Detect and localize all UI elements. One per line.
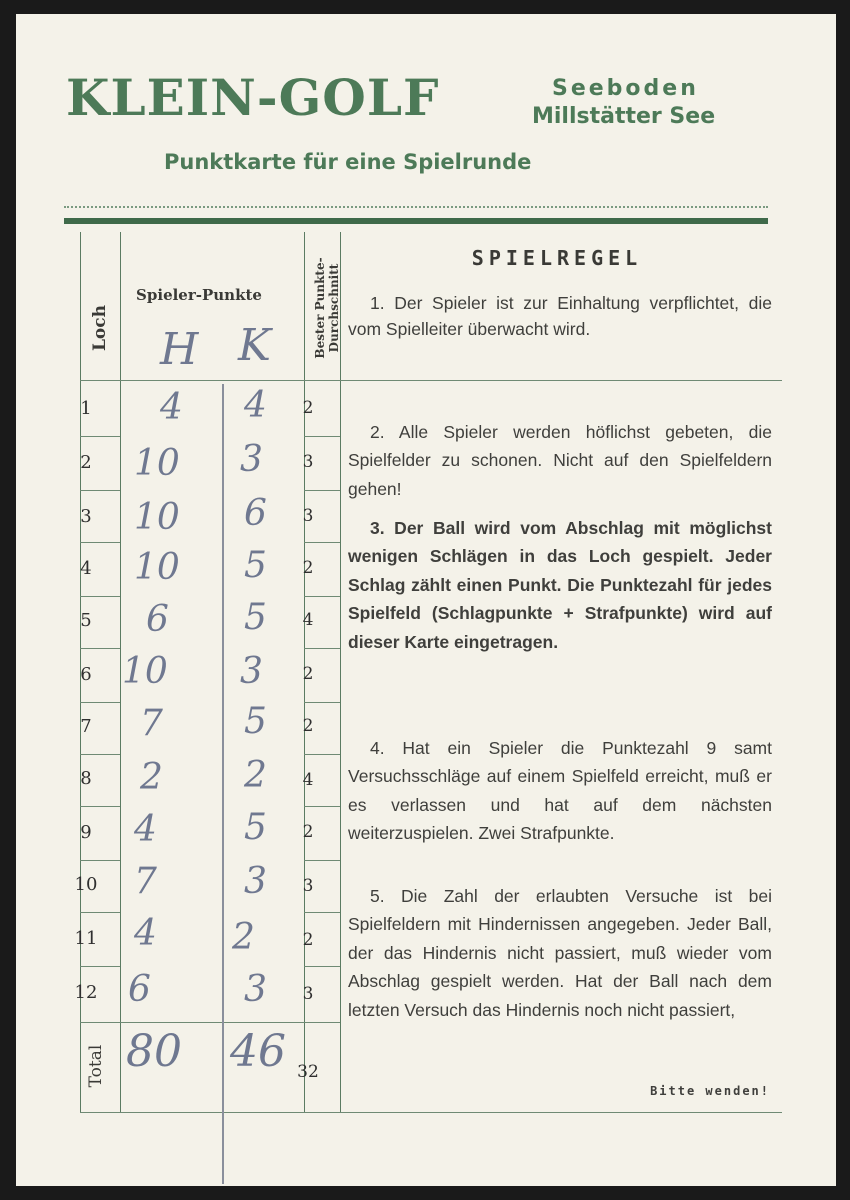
player1-score: 10 [122,651,168,692]
best-score: 2 [302,716,314,736]
best-score: 4 [302,770,314,790]
rule-2: 2. Alle Spieler werden höflichst gebeten, die Spielfelder zu schonen. Nicht auf den Spielfeldern gehen! [348,422,772,499]
row-line [80,542,120,543]
best-score: 3 [302,452,314,472]
player1-score: 2 [140,757,163,798]
player2-score: 4 [244,385,267,426]
total-separator [80,1022,340,1023]
hole-number: 7 [80,716,92,737]
best-score: 2 [302,558,314,578]
card-subtitle: Punktkarte für eine Spielrunde [164,150,532,174]
best-score: 3 [302,506,314,526]
hole-number: 12 [74,982,98,1003]
header-bottom-line [80,380,782,381]
hole-number: 1 [80,398,92,419]
card-title: KLEIN-GOLF [66,68,440,127]
dotted-divider [64,206,768,208]
column-divider-loch [120,232,121,1112]
hole-number: 11 [74,928,98,949]
hole-number: 4 [80,558,92,579]
pen-column-line [222,384,224,1184]
best-score: 4 [302,610,314,630]
hole-number: 3 [80,506,92,527]
player2-score: 3 [240,439,263,480]
player1-score: 10 [134,497,180,538]
best-total: 32 [297,1062,319,1082]
row-line [80,648,120,649]
green-rule [64,218,768,224]
best-score: 2 [302,664,314,684]
player2-total: 46 [230,1026,286,1077]
player1-score: 7 [140,703,163,744]
player2-score: 2 [244,755,267,796]
player2-score: 5 [244,807,267,848]
row-line [304,702,340,703]
row-line [304,806,340,807]
player1-score: 4 [160,387,183,428]
player1-total: 80 [126,1026,182,1077]
row-line [80,966,120,967]
player1-score: 4 [134,913,157,954]
player1-score: 10 [134,547,180,588]
player2-score: 2 [232,917,255,958]
row-line [304,596,340,597]
rule-5: 5. Die Zahl der erlaubten Versuche ist bei Spielfeldern mit Hindernissen angegeben. Jeder Ball, der das Hindernis nicht passiert, muß wieder vom Abschlag gespielt werden. Hat der Ball nach dem letzten Versuch das Hindernis noch nicht passiert, [348,886,772,1020]
best-score: 3 [302,984,314,1004]
player-initial-1: H [160,324,199,375]
row-line [80,702,120,703]
row-line [304,912,340,913]
total-label: Total [86,1044,106,1088]
rules-title: SPIELREGEL [471,246,643,270]
hole-number: 2 [80,452,92,473]
best-header-line1: Bester Punkte- [313,257,327,359]
hole-number: 10 [74,874,98,895]
player1-score: 10 [134,443,180,484]
best-score: 2 [302,822,314,842]
table-bottom-line [80,1112,782,1113]
rule-1: 1. Der Spieler ist zur Einhaltung verpflichtet, die vom Spielleiter überwacht wird. [348,293,772,339]
hole-number: 5 [80,610,92,631]
please-turn-note: Bitte wenden! [650,1084,770,1098]
loch-header: Loch [90,305,110,352]
row-line [304,648,340,649]
row-line [80,490,120,491]
player1-score: 6 [146,599,169,640]
hole-number: 6 [80,664,92,685]
row-line [304,860,340,861]
best-score: 2 [302,930,314,950]
row-line [304,436,340,437]
best-score: 3 [302,876,314,896]
row-line [80,754,120,755]
place-name: Seeboden [552,76,699,101]
player2-score: 5 [244,701,267,742]
row-line [304,490,340,491]
player-initial-2: K [238,320,271,371]
best-header-line2: Durchschnitt [327,263,341,353]
player2-score: 3 [244,861,267,902]
player1-score: 6 [128,969,151,1010]
player1-score: 7 [134,861,157,902]
row-line [304,966,340,967]
rule-3: 3. Der Ball wird vom Abschlag mit möglichst wenigen Schlägen in das Loch gespielt. Jeder Schlag zählt einen Punkt. Die Punktezahl für jedes Spielfeld (Schlagpunkte + Strafpunkte) wird auf dieser Karte eingetragen. [348,518,772,652]
hole-number: 9 [80,822,92,843]
place-lake: Millstätter See [532,104,716,129]
player2-score: 6 [244,493,267,534]
row-line [80,912,120,913]
row-line [304,754,340,755]
player2-score: 3 [244,969,267,1010]
player2-score: 5 [244,545,267,586]
row-line [304,542,340,543]
player2-score: 3 [240,651,263,692]
row-line [80,806,120,807]
player2-score: 5 [244,597,267,638]
row-line [80,596,120,597]
row-line [80,860,120,861]
hole-number: 8 [80,768,92,789]
best-score: 2 [302,398,314,418]
rule-4: 4. Hat ein Spieler die Punktezahl 9 samt Versuchsschläge auf einem Spielfeld erreicht, muß er es verlassen und hat auf dem nächsten weiterzuspielen. Zwei Strafpunkte. [348,738,772,844]
player1-score: 4 [134,809,157,850]
players-header: Spieler-Punkte [136,286,262,304]
row-line [80,436,120,437]
